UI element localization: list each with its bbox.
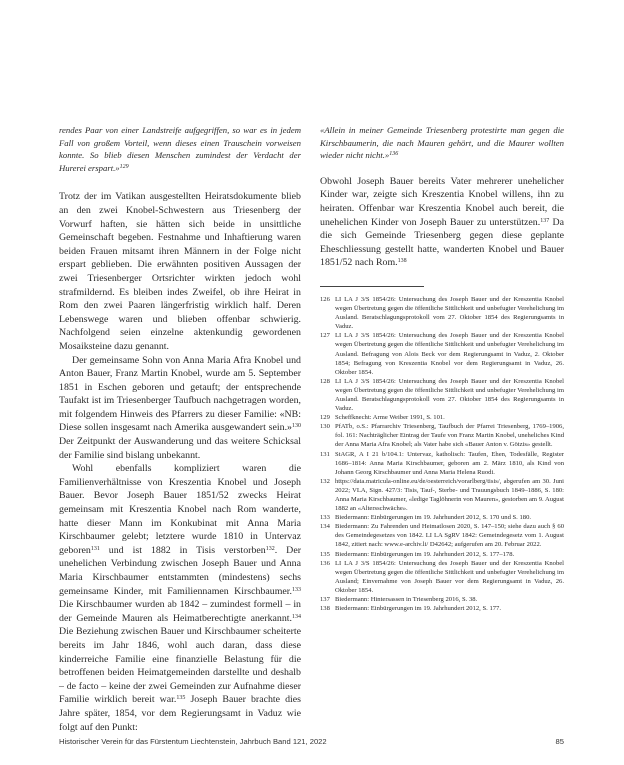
footnote-text: LI LA J 3/S 1854/26: Untersuchung des Joseph Bauer und der Kreszentia Knobel wegen Übertretung gegen die öffentliche Sittlichkeit und unbefugter Verehelichung im Ausland; Einvernahme von Joseph Bauer vor dem Regierungsamt in Vaduz, 26. Oktober 1854. [335, 559, 564, 594]
footnote-ref[interactable]: 135 [176, 695, 186, 702]
quote-text: «Allein in meiner Gemeinde Triesenberg protestirte man gegen die Kirschbaumerin, die nach Mauren gehört, und die Maurer wollten wieder nicht nicht.» [320, 125, 564, 161]
footnote-number: 137 [320, 596, 330, 604]
right-column [320, 124, 564, 613]
footnote [320, 522, 564, 549]
paragraph-text: Joseph Bauer brachte dies Jahre später, 1854, vor dem Regierungsamt in Vaduz wie folgt auf den Punkt: [59, 694, 301, 733]
block-quote [59, 124, 301, 174]
footnote-number: 126 [320, 295, 330, 303]
footnotes-list [320, 295, 564, 613]
footnote-text: LI LA J 3/S 1854/26: Untersuchung des Joseph Bauer und der Kreszentia Knobel wegen Übertretung gegen die öffentliche Sittlichkeit und unbefugter Verehelichung im Ausland. Befragung von Alois Beck vor dem Regierungsamt in Vaduz, 2. Oktober 1854; Befragung von Kreszentia Knobel vor dem Regierungsamt in Vaduz, 26. Oktober 1854. [335, 332, 564, 376]
footnote-number: 136 [320, 559, 330, 567]
paragraph: Trotz der im Vatikan ausgestellten Heiratsdokumente blieb an den zwei Knobel-Schwestern aus Triesenberg der Vorwurf haften, sie hätten sich beide in unsittliche Gemeinschaft begeben. Festnahme und Inhaftierung waren beiden Frauen mitsamt ihren Männern in der Folge nicht erspart geblieben. Die erwähnten positiven Aussagen der zwei Triesenberger Ortsrichter wirkten jedoch wohl strafmildernd. Es bleiben indes Zweifel, ob ihre Heirat in Rom den zwei Paaren längerfristig wirklich half. Deren Lebenswege waren und blieben offenbar schwierig. Nachfolgend seien einzelne aktenkundig gewordenen Mosaiksteine dazu genannt. [59, 191, 301, 352]
footnote-text: https://data.matricula-online.eu/de/oesterreich/vorarlberg/tisis/, abgerufen am 30. Juni 2022; VLA, Sign. 427/3: Tisis, Tauf-, Sterbe- und Trauungsbuch 1849–1886, S. 180: Anna Maria Kirschbaumer, «ledige Taglöhnerin von Mauren», gestorben am 9. August 1882 an «Altersschwäche». [335, 477, 564, 513]
paragraph-text: und ist 1882 in Tisis verstorben [99, 544, 266, 556]
footnote-ref[interactable]: 136 [389, 151, 399, 158]
footnote [320, 450, 564, 477]
footnote-text: Biedermann: Einbürgerungen im 19. Jahrhundert 2012, S. 177–178. [335, 550, 515, 558]
footnote-number: 135 [320, 550, 330, 558]
footnote-ref[interactable]: 130 [292, 423, 301, 430]
footnote [320, 477, 564, 513]
footnote [320, 331, 564, 376]
paragraph-text: Obwohl Joseph Bauer bereits Vater mehrerer unehelicher Kinder war, zeigte sich Kreszentia Knobel willens, ihn zu heiraten. Offenbar war Kreszentia Knobel auch bereit, die unehelichen Kinder von Joseph Bauer zu unterstützen. [320, 175, 564, 228]
paragraph-text: Die Beziehung zwischen Bauer und Kirschbaumer scheiterte bereits im Jahr 1846, wohl auch daran, dass diese kinderreiche Familie eine finanzielle Belastung für die betroffenen beiden Heimatgemeinden darstellte und deshalb – de facto – keine der zwei Gemeinden zur Aufnahme dieser Familie wirklich bereit war. [59, 626, 301, 706]
paragraph [59, 354, 301, 463]
footnote-number: 130 [320, 423, 330, 431]
paragraph-text: Der Zeitpunkt der Auswanderung und das weitere Schicksal der Familie sind bislang unbekannt. [59, 436, 301, 461]
footnote [320, 595, 564, 604]
footnote-number: 131 [320, 450, 330, 458]
footnote [320, 559, 564, 595]
block-quote [320, 124, 564, 162]
footnote-text: LI LA J 3/S 1854/26: Untersuchung des Joseph Bauer und der Kreszentia Knobel wegen Übertretung gegen die öffentliche Sittlichkeit und unbefugter Verehelichung im Ausland. Beratschlagungsprotokoll vom 27. Oktober 1854 des Regierungsamts in Vaduz. [335, 377, 564, 413]
footnote [320, 604, 564, 613]
footnote [320, 413, 564, 422]
paragraph-text: . Der unehelichen Verbindung zwischen Joseph Bauer und Anna Maria Kirschbaumer entstammten (mindestens) sechs gemeinsame Kinder, mit Familiennamen Kirschbaumer. [59, 544, 301, 597]
footnote-divider [320, 286, 424, 287]
footnote [320, 377, 564, 413]
page-number: 85 [555, 737, 564, 746]
footnote-number: 128 [320, 377, 330, 385]
footnote-ref[interactable]: 132 [265, 545, 275, 552]
footnote-ref[interactable]: 134 [292, 613, 301, 620]
footnote-number: 134 [320, 523, 330, 531]
footnote-text: PfATb, o.S.: Pfarrarchiv Triesenberg, Taufbuch der Pfarrei Triesenberg, 1769–1906, fol. 161: Nachträglicher Eintrag der Taufe von Franz Martin Knobel, uneheliches Kind der Anna Maria Afra Knobel; als Vater habe sich «Bauer Anton v. Götzis» gestellt. [335, 423, 564, 449]
footnote [320, 550, 564, 559]
footnote [320, 295, 564, 331]
paragraph-text: Wohl ebenfalls kompliziert waren die Familienverhältnisse von Kreszentia Knobel und Joseph Bauer. Bevor Joseph Bauer 1851/52 zwecks Heirat gemeinsam mit Kreszentia Knobel nach Rom wanderte, hatte dieser Mann im Konkubinat mit Anna Maria Kirschbaumer gelebt; letztere wurde 1810 in Untervaz geboren [59, 463, 301, 556]
paragraph-text: Die Kirschbaumer wurden ab 1842 – zumindest formell – in der Gemeinde Mauren als Heimatberechtigte anerkannt. [59, 599, 301, 624]
footnote [320, 513, 564, 522]
footnote-ref[interactable]: 138 [397, 258, 407, 265]
footnote-number: 133 [320, 514, 330, 522]
footnote-ref[interactable]: 131 [90, 545, 100, 552]
footnote [320, 422, 564, 449]
paragraph [320, 175, 564, 270]
footnote-ref[interactable]: 129 [119, 163, 129, 170]
footnote-text: LI LA J 3/S 1854/26: Untersuchung des Joseph Bauer und der Kreszentia Knobel wegen Übertretung gegen die öffentliche Sittlichkeit und unbefugter Verehelichung im Ausland. Beratschlagungsprotokoll vom 27. Oktober 1854 des Regierungsamts in Vaduz. [335, 295, 564, 331]
paragraph-text: Da die sich Gemeinde Triesenberg gegen diese geplante Eheschliessung gestellt hatte, wanderten Knobel und Bauer 1851/52 nach Rom. [320, 216, 565, 269]
footnote-text: StAGR, A I 21 b/104.1: Untervaz, katholisch: Taufen, Ehen, Todesfälle, Register 1686–1814: Anna Maria Kirschbaumer, geboren am 2. März 1810, als Kind von Johann Georg Kirschbaumer und Anna Maria Helena Ruodi. [335, 450, 564, 476]
footnote-text: Biedermann: Hintersassen in Triesenberg 2016, S. 38. [335, 596, 478, 604]
footnote-number: 127 [320, 332, 330, 340]
footnote-number: 138 [320, 605, 330, 613]
journal-title: Historischer Verein für das Fürstentum Liechtenstein, Jahrbuch Band 121, 2022 [59, 737, 327, 746]
footnote-number: 129 [320, 414, 330, 422]
footnote-text: Biedermann: Einbürgerungen im 19. Jahrhundert 2012, S. 177. [335, 605, 501, 613]
footnote-text: Biedermann: Einbürgerungen im 19. Jahrhundert 2012, S. 170 und S. 180. [335, 514, 532, 522]
footnote-number: 132 [320, 477, 330, 485]
paragraph [59, 462, 301, 734]
left-column [59, 124, 301, 734]
paragraph-text: Der gemeinsame Sohn von Anna Maria Afra Knobel und Anton Bauer, Franz Martin Knobel, wurde am 5. September 1851 in Eschen geboren und getauft; der entsprechende Taufakt ist im Triesenberger Taufbuch nachgetragen worden, mit folgendem Hinweis des Pfarrers zu dieser Familie: «NB: Diese sollen insgesamt nach Amerika ausgewandert sein.» [59, 354, 301, 434]
footnote-text: Scheffknecht: Arme Weiber 1991, S. 101. [335, 414, 445, 422]
footnote-text: Biedermann: Zu Fahrenden und Heimatlosen 2020, S. 147–150; siehe dazu auch § 60 des Gemeindegesetzes von 1842. LI LA SgRV 1842: Gemeindegesetz vom 1. August 1842, zitiert nach: www.e-archiv.li/ D42642; aufgerufen am 20. Februar 2022. [335, 523, 564, 549]
page-footer [59, 737, 564, 746]
quote-text: rendes Paar von einer Landstreife aufgegriffen, so war es in jedem Fall von großem Vorteil, wenn dieses einen Trauschein vorweisen konnte. So blieb diesen Menschen zumindest der Verdacht der Hurerei erspart.» [59, 125, 301, 173]
footnote-ref[interactable]: 137 [540, 217, 550, 224]
footnote-ref[interactable]: 133 [292, 586, 301, 593]
